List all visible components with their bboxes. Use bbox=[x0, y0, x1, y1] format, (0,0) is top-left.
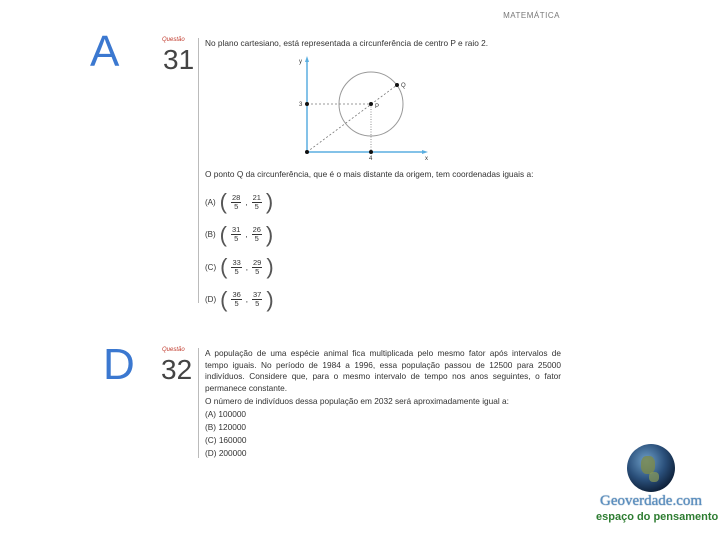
question-text: O ponto Q da circunferência, que é o mais distante da origem, tem coordenadas iguais a: bbox=[205, 169, 534, 179]
option-b: (B) 120000 bbox=[205, 421, 247, 432]
x-fraction bbox=[231, 291, 241, 308]
logo-tagline: espaço do pensamento bbox=[596, 511, 719, 523]
left-paren: ( bbox=[219, 189, 227, 215]
question-number: 31 bbox=[163, 44, 195, 75]
question-number: 32 bbox=[161, 354, 193, 385]
comma: , bbox=[245, 230, 248, 240]
option-letter: (C) bbox=[205, 262, 217, 272]
x-fraction bbox=[231, 259, 241, 276]
option-row bbox=[205, 251, 274, 284]
y-tick-point bbox=[305, 102, 309, 106]
comma: , bbox=[245, 295, 249, 305]
x-label: x bbox=[425, 156, 428, 162]
x-fraction bbox=[231, 194, 241, 211]
option-row bbox=[205, 284, 274, 317]
globe-icon bbox=[627, 444, 675, 492]
numerator: 37 bbox=[253, 290, 262, 300]
numerator: 28 bbox=[232, 192, 241, 202]
point-p bbox=[369, 102, 373, 106]
denominator: 5 bbox=[254, 234, 259, 244]
numerator: 33 bbox=[232, 257, 241, 267]
option-letter: (B) bbox=[205, 230, 216, 240]
denominator: 5 bbox=[255, 266, 260, 276]
question-label: Questão bbox=[162, 37, 185, 43]
option-d: (D) 200000 bbox=[205, 447, 247, 458]
denominator: 5 bbox=[234, 201, 239, 211]
right-paren: ) bbox=[265, 221, 274, 247]
x-fraction bbox=[231, 226, 241, 243]
y-fraction bbox=[252, 194, 262, 211]
denominator: 5 bbox=[234, 234, 239, 244]
numerator: 21 bbox=[252, 192, 261, 202]
divider bbox=[198, 348, 199, 458]
dashed-diagonal bbox=[307, 85, 397, 152]
subject-header: MATEMÁTICA bbox=[503, 11, 560, 20]
option-row bbox=[205, 186, 274, 219]
denominator: 5 bbox=[234, 299, 239, 309]
left-paren: ( bbox=[220, 254, 228, 280]
y-fraction bbox=[252, 291, 262, 308]
left-paren: ( bbox=[220, 286, 228, 312]
question-statement: No plano cartesiano, está representada a circunferência de centro P e raio 2. bbox=[205, 38, 489, 48]
comma: , bbox=[245, 197, 248, 207]
q-label: Q bbox=[401, 83, 406, 89]
answer-letter-q31: A bbox=[90, 27, 120, 76]
denominator: 5 bbox=[234, 266, 239, 276]
left-paren: ( bbox=[219, 221, 227, 247]
answer-letter-q32: D bbox=[103, 340, 135, 389]
x-tick-point bbox=[369, 150, 373, 154]
numerator: 29 bbox=[253, 257, 262, 267]
numerator: 26 bbox=[252, 225, 261, 235]
option-row bbox=[205, 219, 274, 252]
denominator: 5 bbox=[254, 201, 259, 211]
option-a: (A) 100000 bbox=[205, 408, 247, 419]
p-label: P bbox=[375, 104, 380, 110]
y-axis-arrow bbox=[305, 56, 309, 62]
options-q31 bbox=[205, 186, 274, 316]
y-fraction bbox=[252, 226, 262, 243]
y-fraction bbox=[252, 259, 262, 276]
question-body-q32 bbox=[205, 348, 561, 461]
right-paren: ) bbox=[265, 189, 274, 215]
numerator: 36 bbox=[232, 290, 241, 300]
y-label: y bbox=[299, 59, 302, 65]
option-letter: (D) bbox=[205, 295, 217, 305]
origin-point bbox=[305, 150, 309, 154]
question-statement: A população de uma espécie animal fica multiplicada pelo mesmo fator após intervalos de tempo iguais. No período de 1984 a 1996, essa população passou de 12500 para 25000 indivíduos. Considere que, para o mesmo intervalo de tempo nos anos seguintes, o fator permanece constante. bbox=[205, 348, 561, 393]
denominator: 5 bbox=[255, 299, 260, 309]
x-axis-arrow bbox=[422, 150, 428, 154]
numerator: 31 bbox=[232, 225, 241, 235]
point-q bbox=[395, 83, 399, 87]
question-text: O número de indivíduos dessa população em 2032 será aproximadamente igual a: bbox=[205, 395, 509, 406]
logo-name: Geoverdade.com bbox=[600, 493, 703, 509]
y-tick-label: 3 bbox=[299, 102, 303, 108]
x-tick-label: 4 bbox=[369, 156, 373, 162]
comma: , bbox=[245, 262, 249, 272]
right-paren: ) bbox=[266, 254, 274, 280]
right-paren: ) bbox=[266, 286, 274, 312]
option-c: (C) 160000 bbox=[205, 434, 247, 445]
option-letter: (A) bbox=[205, 197, 216, 207]
question-label: Questão bbox=[162, 347, 185, 353]
